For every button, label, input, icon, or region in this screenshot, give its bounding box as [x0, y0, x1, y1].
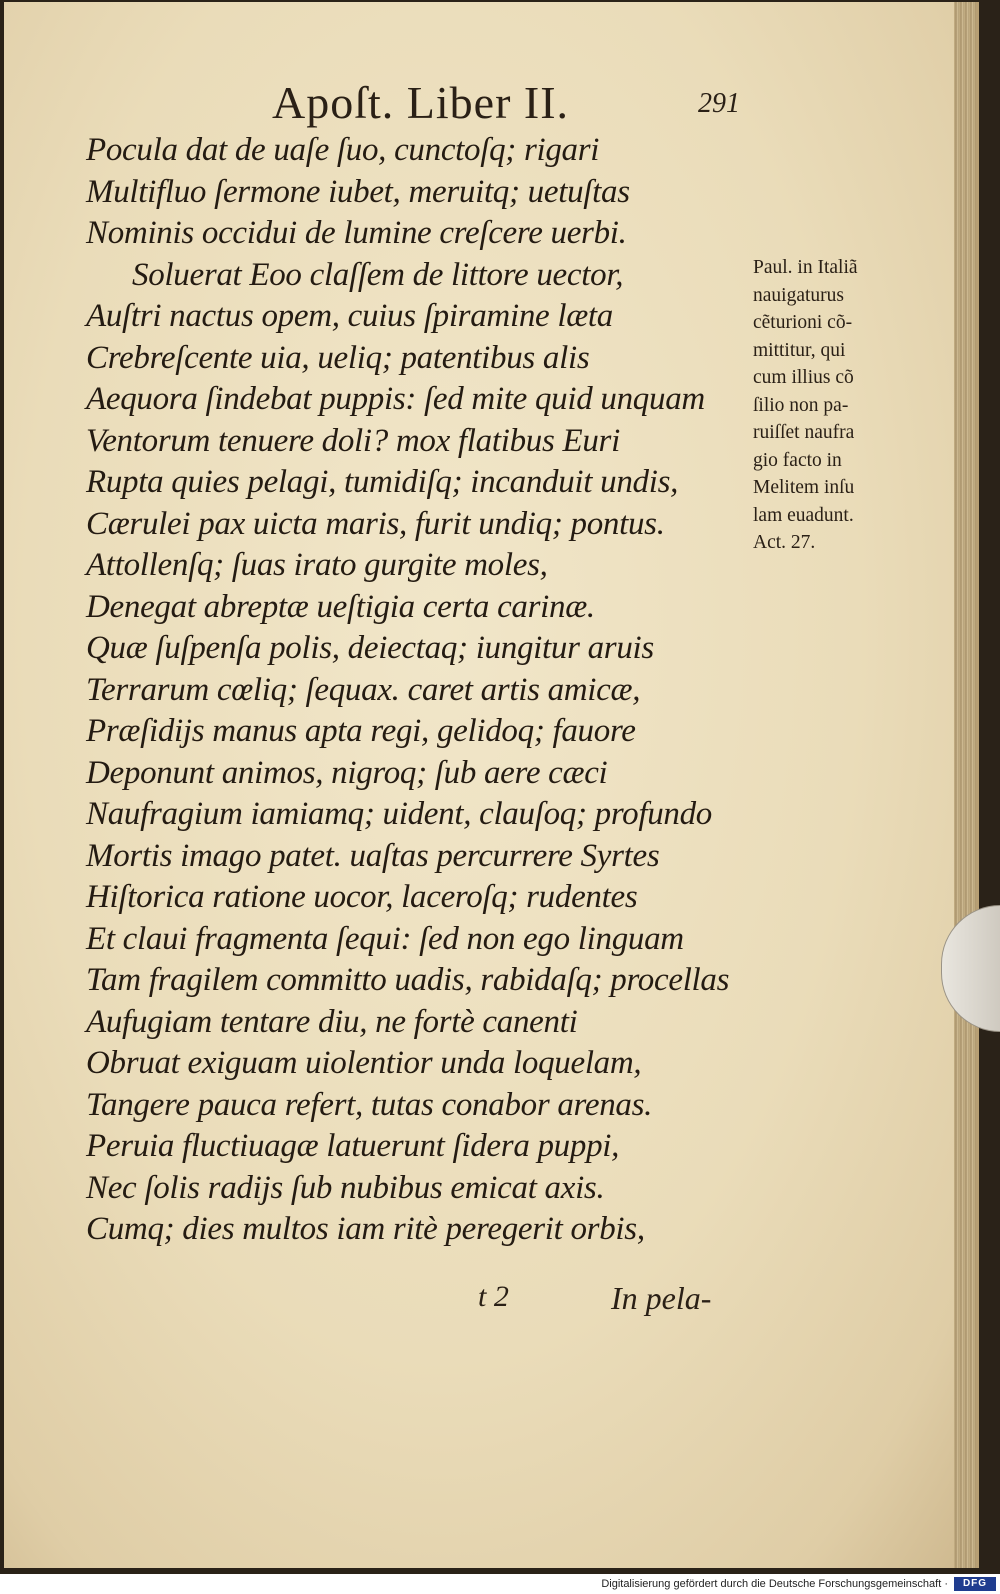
book-page	[4, 2, 979, 1568]
verse-line: Obruat exiguam uiolentior unda loquelam,	[86, 1045, 642, 1081]
verse-line: Naufragium iamiamq; uident, clauſoq; profundo	[86, 796, 713, 832]
funding-credit: Digitalisierung gefördert durch die Deutsche Forschungsgemeinschaft ·	[601, 1578, 948, 1590]
verse-line: Mortis imago patet. uaſtas percurrere Syrtes	[86, 837, 660, 874]
verse-line: Multifluo ſermone iubet, meruitq; uetuſtas	[86, 173, 630, 210]
verse-line: Cærulei pax uicta maris, furit undiq; pontus.	[86, 505, 665, 542]
verse-line: Et claui fragmenta ſequi: ſed non ego linguam	[86, 920, 684, 957]
verse-line: Nominis occidui de lumine creſcere uerbi.	[86, 215, 627, 251]
marginal-gloss	[753, 254, 913, 557]
verse-line: Peruia fluctiuagæ latuerunt ſidera puppi,	[86, 1128, 620, 1164]
gloss-line: nauigaturus	[753, 284, 844, 306]
running-head: Apoſt. Liber II.	[272, 77, 570, 128]
verse-line: Tam fragilem committo uadis, rabidaſq; procellas	[86, 962, 730, 998]
catchword: In pela-	[611, 1280, 712, 1316]
verse-line: Præſidijs manus apta regi, gelidoq; fauore	[86, 713, 636, 749]
verse-line: Deponunt animos, nigroq; ſub aere cæci	[86, 754, 608, 791]
verse-text-block	[86, 130, 730, 1251]
verse-line: Nec ſolis radijs ſub nubibus emicat axis.	[86, 1169, 605, 1206]
verse-line: Denegat abreptæ ueſtigia certa carinæ.	[86, 588, 595, 625]
gloss-line: ſilio non pa-	[753, 394, 849, 416]
verse-line: Cumq; dies multos iam ritè peregerit orbis,	[86, 1211, 645, 1247]
verse-line: Tangere pauca refert, tutas conabor arenas.	[86, 1086, 653, 1123]
verse-line: Ventorum tenuere doli? mox flatibus Euri	[86, 422, 620, 459]
gloss-line: cum illius cõ	[753, 367, 854, 388]
verse-line: Pocula dat de uaſe ſuo, cunctoſq; rigari	[86, 132, 600, 168]
gloss-line: ruiſſet naufra	[753, 422, 855, 443]
verse-line: Aufugiam tentare diu, ne fortè canenti	[86, 1003, 578, 1040]
verse-line: Terrarum cœliq; ſequax. caret artis amicæ,	[86, 671, 641, 708]
verse-line: Soluerat Eoo claſſem de littore uector,	[132, 256, 624, 293]
verse-line: Crebreſcente uia, ueliq; patentibus alis	[86, 339, 590, 376]
verse-line: Attollenſq; ſuas irato gurgite moles,	[86, 547, 548, 583]
gloss-line: lam euadunt.	[753, 504, 854, 526]
verse-line: Aequora ſindebat puppis: ſed mite quid unquam	[86, 381, 705, 417]
verse-line: Quæ ſuſpenſa polis, deiectaq; iungitur aruis	[86, 630, 654, 666]
gloss-line: Paul. in Italiã	[753, 257, 858, 278]
page-edge-stack	[954, 2, 976, 1568]
verse-line: Auſtri nactus opem, cuius ſpiramine læta	[86, 298, 613, 334]
gloss-line: Act. 27.	[753, 532, 816, 553]
footer-credit-bar	[0, 1574, 1000, 1594]
verse-line: Hiſtorica ratione uocor, laceroſq; rudentes	[86, 879, 638, 915]
gloss-line: Melitem inſu	[753, 477, 855, 498]
gloss-line: mittitur, qui	[753, 339, 846, 361]
dfg-logo: DFG	[954, 1577, 996, 1591]
signature-mark: t 2	[478, 1280, 509, 1313]
gloss-line: cẽturioni cõ-	[753, 312, 853, 333]
gloss-line: gio facto in	[753, 449, 842, 471]
verse-line: Rupta quies pelagi, tumidiſq; incanduit undis,	[86, 464, 679, 500]
folio-number: 291	[698, 88, 740, 119]
